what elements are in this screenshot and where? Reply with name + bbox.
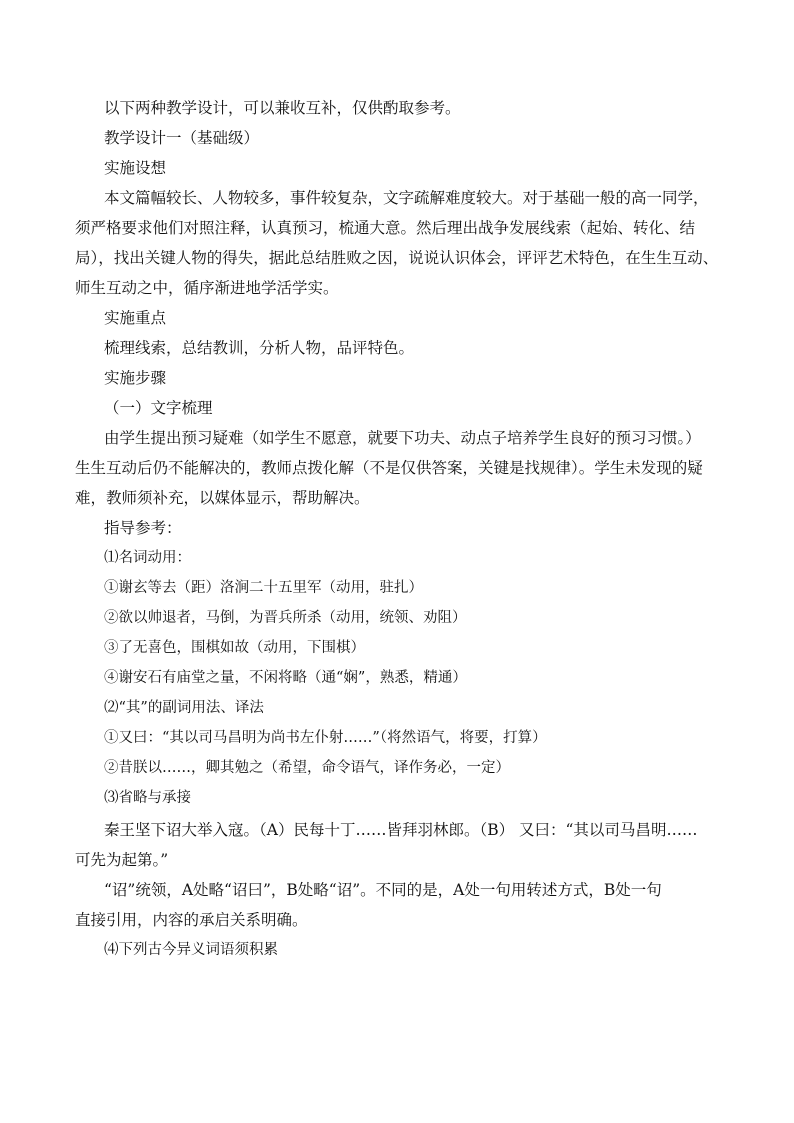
paragraph-line: 由学生提出预习疑难（如学生不愿意，就要下功夫、动点子培养学生良好的预习习惯。） xyxy=(104,429,701,447)
paragraph-line: 本文篇幅较长、人物较多，事件较复杂，文字疏解难度较大。对于基础一般的高一同学， xyxy=(104,189,709,207)
paragraph-line: 须严格要求他们对照注释，认真预习，梳通大意。然后理出战争发展线索（起始、转化、结 xyxy=(75,219,696,237)
example-line: ④谢安石有庙堂之量，不闲将略（通“娴”，熟悉，精通） xyxy=(104,670,467,686)
paragraph-line: 生生互动后仍不能解决的，教师点拨化解（不是仅供答案，关键是找规律）。学生未发现的疑 xyxy=(75,459,703,477)
example-line: ②昔朕以……，卿其勉之（希望，命令语气，译作务必，一定） xyxy=(104,760,510,776)
design-heading: 教学设计一（基础级） xyxy=(104,129,260,147)
example-line: ③了无喜色，围棋如故（动用，下围棋） xyxy=(104,640,365,656)
paragraph-line: 可先为起第。” xyxy=(75,851,169,869)
step-heading: （一）文字梳理 xyxy=(104,399,213,417)
paragraph-line: 难，教师须补充，以媒体显示，帮助解决。 xyxy=(75,489,370,507)
subheading: ⑴名词动用： xyxy=(104,550,191,566)
paragraph-line: 秦王坚下诏大举入寇。（A）民每十丁……皆拜羽林郎。（B） 又曰：“其以司马昌明…… xyxy=(104,821,698,839)
example-line: ①又曰：“其以司马昌明为尚书左仆射……”（将然语气，将要，打算） xyxy=(104,730,547,746)
section-heading-plan: 实施设想 xyxy=(104,159,167,177)
focus-text: 梳理线索，总结教训，分析人物，品评特色。 xyxy=(104,339,415,357)
paragraph-line: 师生互动之中，循序渐进地学活学实。 xyxy=(75,279,339,297)
paragraph-line: 直接引用，内容的承启关系明确。 xyxy=(75,911,308,929)
subheading: ⑵“其”的副词用法、译法 xyxy=(104,700,264,716)
guide-heading: 指导参考： xyxy=(104,519,182,537)
section-heading-focus: 实施重点 xyxy=(104,309,167,327)
section-heading-steps: 实施步骤 xyxy=(104,369,167,387)
paragraph-line: “诏”统领，A处略“诏曰”，B处略“诏”。不同的是，A处一句用转述方式，B处一句 xyxy=(104,881,662,899)
subheading: ⑶省略与承接 xyxy=(104,790,191,806)
example-line: ②欲以帅退者，马倒，为晋兵所杀（动用，统领、劝阻） xyxy=(104,610,467,626)
subheading: ⑷下列古今异义词语须积累 xyxy=(104,942,278,958)
intro-line: 以下两种教学设计，可以兼收互补，仅供酌取参考。 xyxy=(104,99,461,117)
paragraph-line: 局），找出关键人物的得失，据此总结胜败之因，说说认识体会，评评艺术特色，在生生互动、 xyxy=(75,249,719,267)
example-line: ①谢玄等去（距）洛涧二十五里军（动用，驻扎） xyxy=(104,580,423,596)
